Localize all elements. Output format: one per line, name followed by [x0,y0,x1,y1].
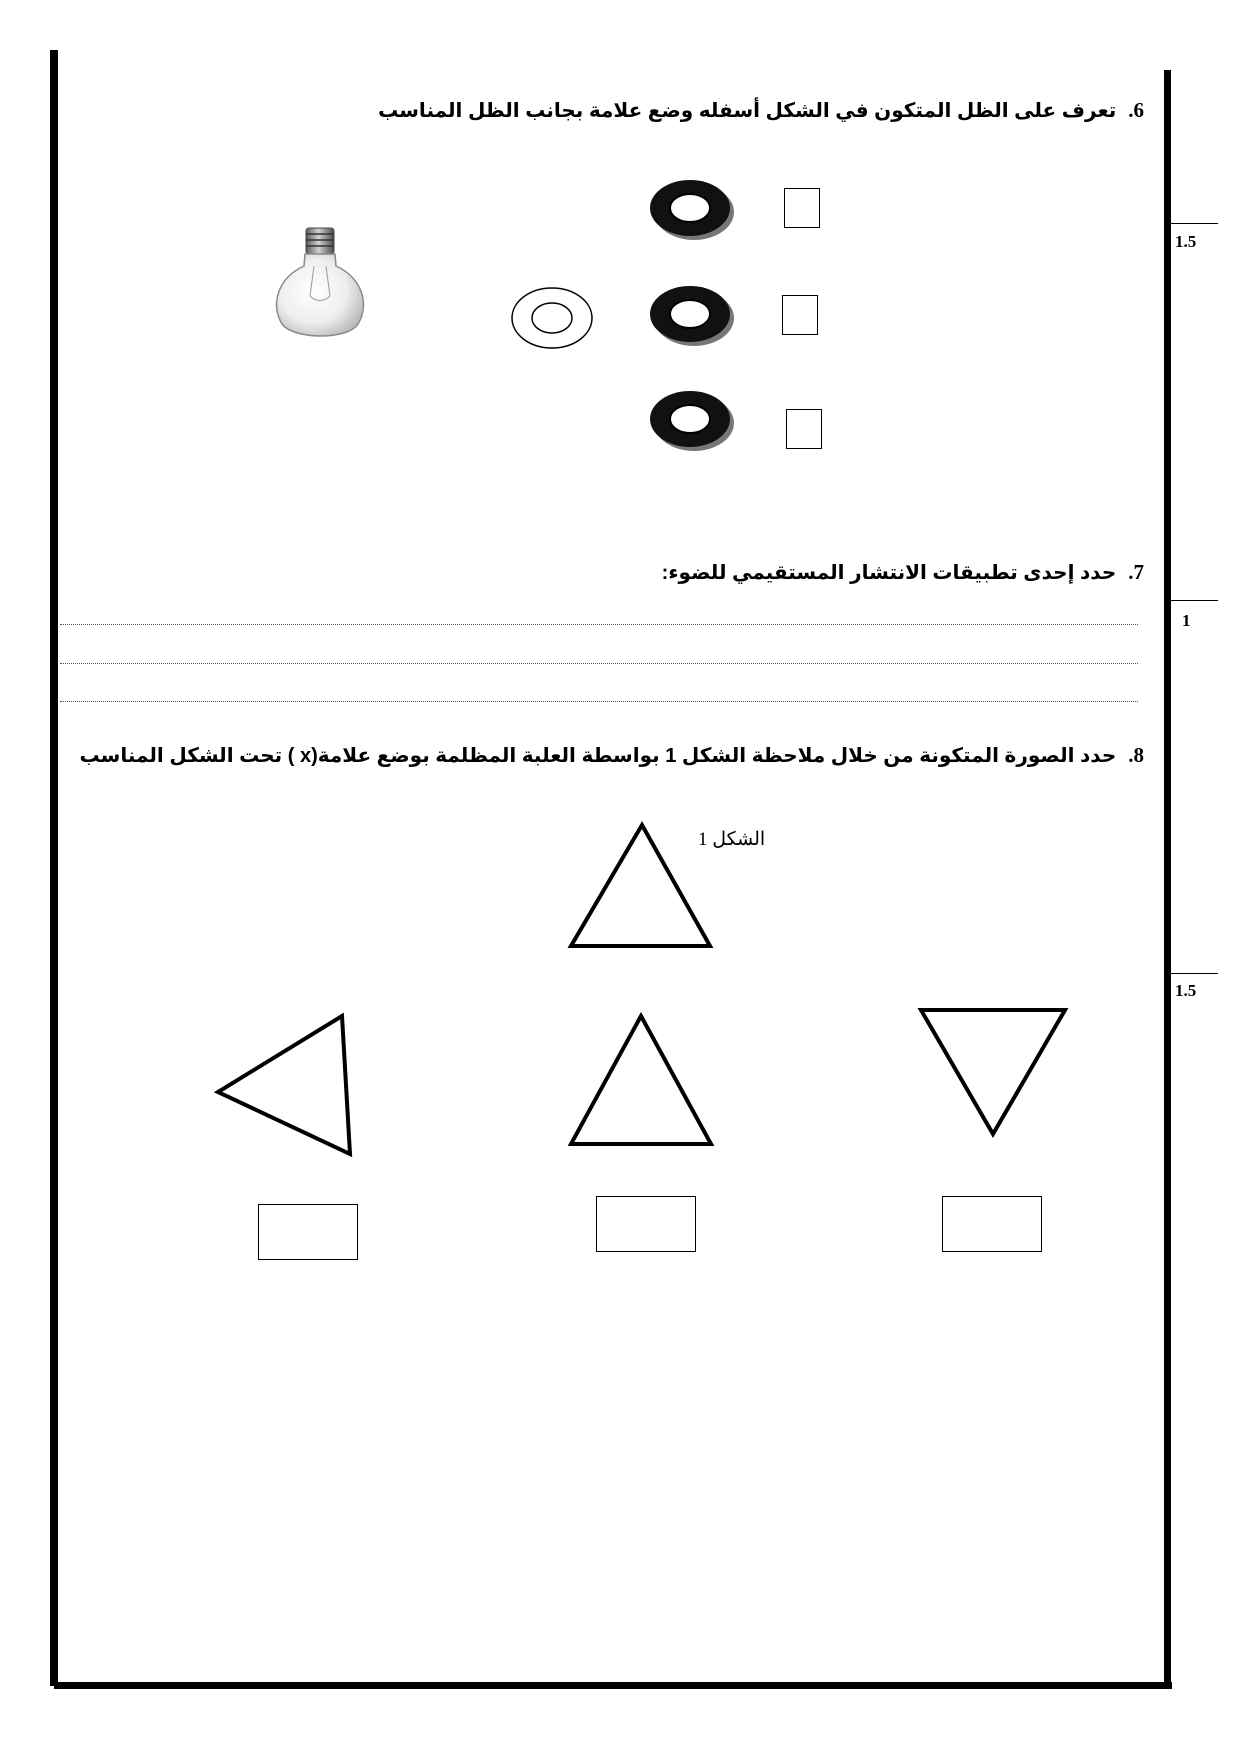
score-divider [1166,223,1218,224]
figure-1-label: الشكل 1 [698,829,766,850]
page-border-right [1164,70,1171,1689]
score-q6: 1.5 [1175,232,1197,251]
question-8-text: حدد الصورة المتكونة من خلال ملاحظة الشكل 1 بواسطة العلبة المظلمة بوضع علامة(x ) تحت الشكل المناسب [79,745,1117,767]
option-up-checkbox[interactable] [596,1196,696,1252]
question-6-text: تعرف على الظل المتكون في الشكل أسفله وضع علامة بجانب الظل المناسب [378,100,1117,122]
score-divider [1166,600,1218,601]
option-down-checkbox[interactable] [942,1196,1042,1252]
question-6 [378,98,1144,123]
question-7 [662,560,1144,585]
score-divider [1166,973,1218,974]
figure-1-triangle [560,815,720,955]
answer-line-2[interactable] [60,663,1138,664]
shadow-option-3-checkbox[interactable] [786,409,822,449]
shadow-option-3 [646,387,738,455]
question-7-number: 7. [1128,560,1144,584]
page-border-left [50,50,58,1686]
score-q7: 1 [1182,611,1191,630]
light-bulb-icon [270,226,370,342]
answer-line-1[interactable] [60,624,1138,625]
question-7-text: حدد إحدى تطبيقات الانتشار المستقيمي للضوء: [661,562,1117,584]
answer-line-3[interactable] [60,701,1138,702]
option-triangle-left [210,1006,370,1166]
object-ring [510,286,596,350]
shadow-option-1-checkbox[interactable] [784,188,820,228]
question-6-number: 6. [1128,98,1144,122]
shadow-option-2-checkbox[interactable] [782,295,818,335]
option-triangle-down [915,1000,1075,1150]
option-triangle-up [560,1006,720,1156]
score-q8: 1.5 [1175,981,1197,1000]
shadow-option-1 [646,176,738,244]
question-8 [80,743,1145,768]
question-8-number: 8. [1128,743,1144,767]
page-border-bottom [54,1682,1172,1689]
shadow-option-2 [646,282,738,350]
option-left-checkbox[interactable] [258,1204,358,1260]
